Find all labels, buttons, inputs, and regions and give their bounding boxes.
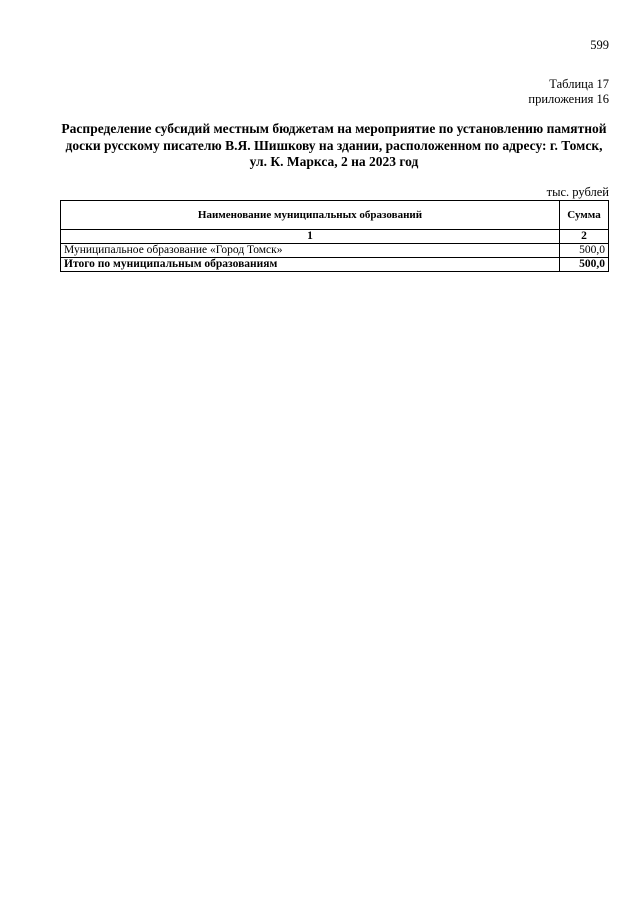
table-header-row xyxy=(61,201,609,230)
header-amount: Сумма xyxy=(560,201,609,230)
total-amount: 500,0 xyxy=(560,258,609,272)
total-label: Итого по муниципальным образованиям xyxy=(61,258,560,272)
municipality-name: Муниципальное образование «Город Томск» xyxy=(61,244,560,258)
appendix-number: приложения 16 xyxy=(528,92,609,106)
table-row xyxy=(61,244,609,258)
header-municipality: Наименование муниципальных образований xyxy=(61,201,560,230)
subsidy-table xyxy=(60,200,609,272)
table-number: Таблица 17 xyxy=(549,77,609,91)
page-number: 599 xyxy=(590,38,609,52)
column-number-2: 2 xyxy=(560,230,609,244)
column-numbering-row xyxy=(61,230,609,244)
units-label: тыс. рублей xyxy=(546,185,609,199)
amount-value: 500,0 xyxy=(560,244,609,258)
total-row xyxy=(61,258,609,272)
document-title: Распределение субсидий местным бюджетам на мероприятие по установлению памятной доски русскому писателю В.Я. Шишкову на здании, расположенном по адресу: г. Томск, ул. К. Маркса, 2 на 2023 год xyxy=(61,121,607,169)
column-number-1: 1 xyxy=(61,230,560,244)
table-reference xyxy=(528,77,609,107)
